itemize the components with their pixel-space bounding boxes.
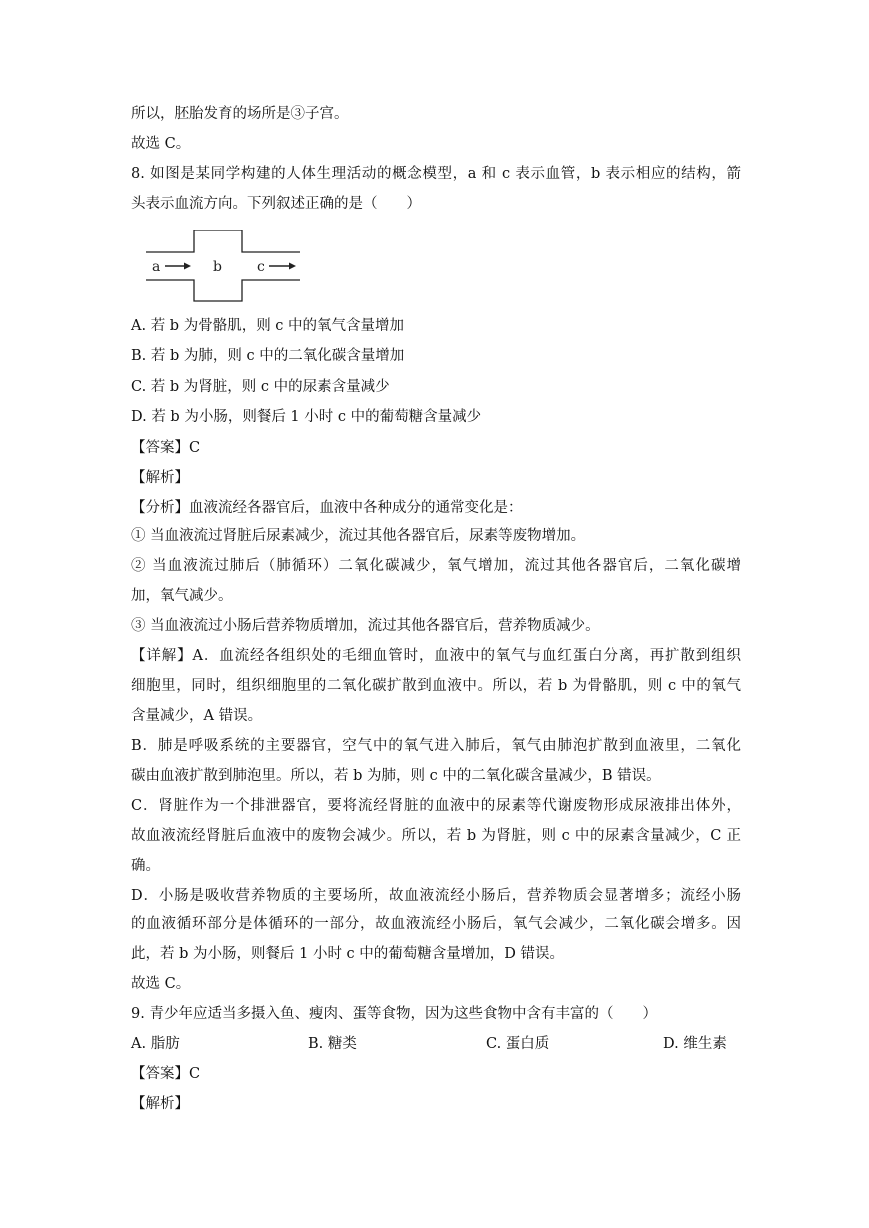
analysis-label: 【解析】 [131,1096,189,1112]
option-a: A. 若 b 为骨骼肌，则 c 中的氧气含量增加 [131,318,405,334]
text-line: 故选 C。 [131,136,191,152]
text-line: 细胞里，同时，组织细胞里的二氧化碳扩散到血液中。所以，若 b 为骨骼肌，则 c 中的氧气 [131,678,741,694]
q9-option-a: A. 脂肪 [131,1036,180,1052]
text-line: 含量减少，A 错误。 [131,708,263,724]
text-line: 此，若 b 为小肠，则餐后 1 小时 c 中的葡萄糖含量增加，D 错误。 [131,946,565,962]
text-line: 加，氧气减少。 [131,588,233,604]
question-8-stem: 头表示血流方向。下列叙述正确的是（ ） [131,196,421,212]
text-line: 【分析】血液流经各器官后，血液中各种成分的通常变化是： [131,500,523,516]
text-line: 的血液循环部分是体循环的一部分，故血液流经小肠后，氧气会减少，二氧化碳会增多。因 [131,916,741,932]
answer-label: 【答案】C [131,1066,201,1082]
text-line: ② 当血液流过肺后（肺循环）二氧化碳减少，氧气增加，流过其他各器官后，二氧化碳增 [131,558,741,574]
analysis-label: 【解析】 [131,470,189,486]
text-line: C．肾脏作为一个排泄器官，要将流经肾脏的血液中的尿素等代谢废物形成尿液排出体外， [131,798,741,814]
label-b: b [213,259,222,275]
option-c: C. 若 b 为肾脏，则 c 中的尿素含量减少 [131,379,390,395]
text-line: 故选 C。 [131,976,191,992]
q9-option-b: B. 糖类 [308,1036,357,1052]
answer-label: 【答案】C [131,440,201,456]
text-line: 碳由血液扩散到肺泡里。所以，若 b 为肺，则 c 中的二氧化碳含量减少，B 错误。 [131,768,661,784]
arrowhead-c [289,263,296,270]
text-line: 故血液流经肾脏后血液中的废物会减少。所以，若 b 为肾脏，则 c 中的尿素含量减少，C 正 [131,828,741,844]
option-b: B. 若 b 为肺，则 c 中的二氧化碳含量增加 [131,348,405,364]
label-c: c [257,259,265,275]
vessel-outline [146,230,300,252]
text-line: D．小肠是吸收营养物质的主要场所，故血液流经小肠后，营养物质会显著增多；流经小肠 [131,888,741,904]
label-a: a [152,259,161,275]
text-line: ① 当血液流过肾脏后尿素减少，流过其他各器官后，尿素等废物增加。 [131,528,586,544]
text-line: 所以，胚胎发育的场所是③子宫。 [131,106,349,122]
text-line: 确。 [131,858,160,874]
vessel-outline [146,280,300,301]
text-line: ③ 当血液流过小肠后营养物质增加，流过其他各器官后，营养物质减少。 [131,618,600,634]
q9-option-d: D. 维生素 [663,1036,727,1052]
question-9-stem: 9. 青少年应适当多摄入鱼、瘦肉、蛋等食物，因为这些食物中含有丰富的（ ） [131,1006,657,1022]
blood-flow-diagram [146,230,302,302]
question-8-stem: 8. 如图是某同学构建的人体生理活动的概念模型，a 和 c 表示血管，b 表示相应的结构，箭 [131,166,741,182]
text-line: 【详解】A．血流经各组织处的毛细血管时，血液中的氧气与血红蛋白分离，再扩散到组织 [131,648,741,664]
q9-option-c: C. 蛋白质 [486,1036,550,1052]
text-line: B．肺是呼吸系统的主要器官，空气中的氧气进入肺后，氧气由肺泡扩散到血液里，二氧化 [131,738,741,754]
arrowhead-a [184,263,191,270]
option-d: D. 若 b 为小肠，则餐后 1 小时 c 中的葡萄糖含量减少 [131,409,482,425]
